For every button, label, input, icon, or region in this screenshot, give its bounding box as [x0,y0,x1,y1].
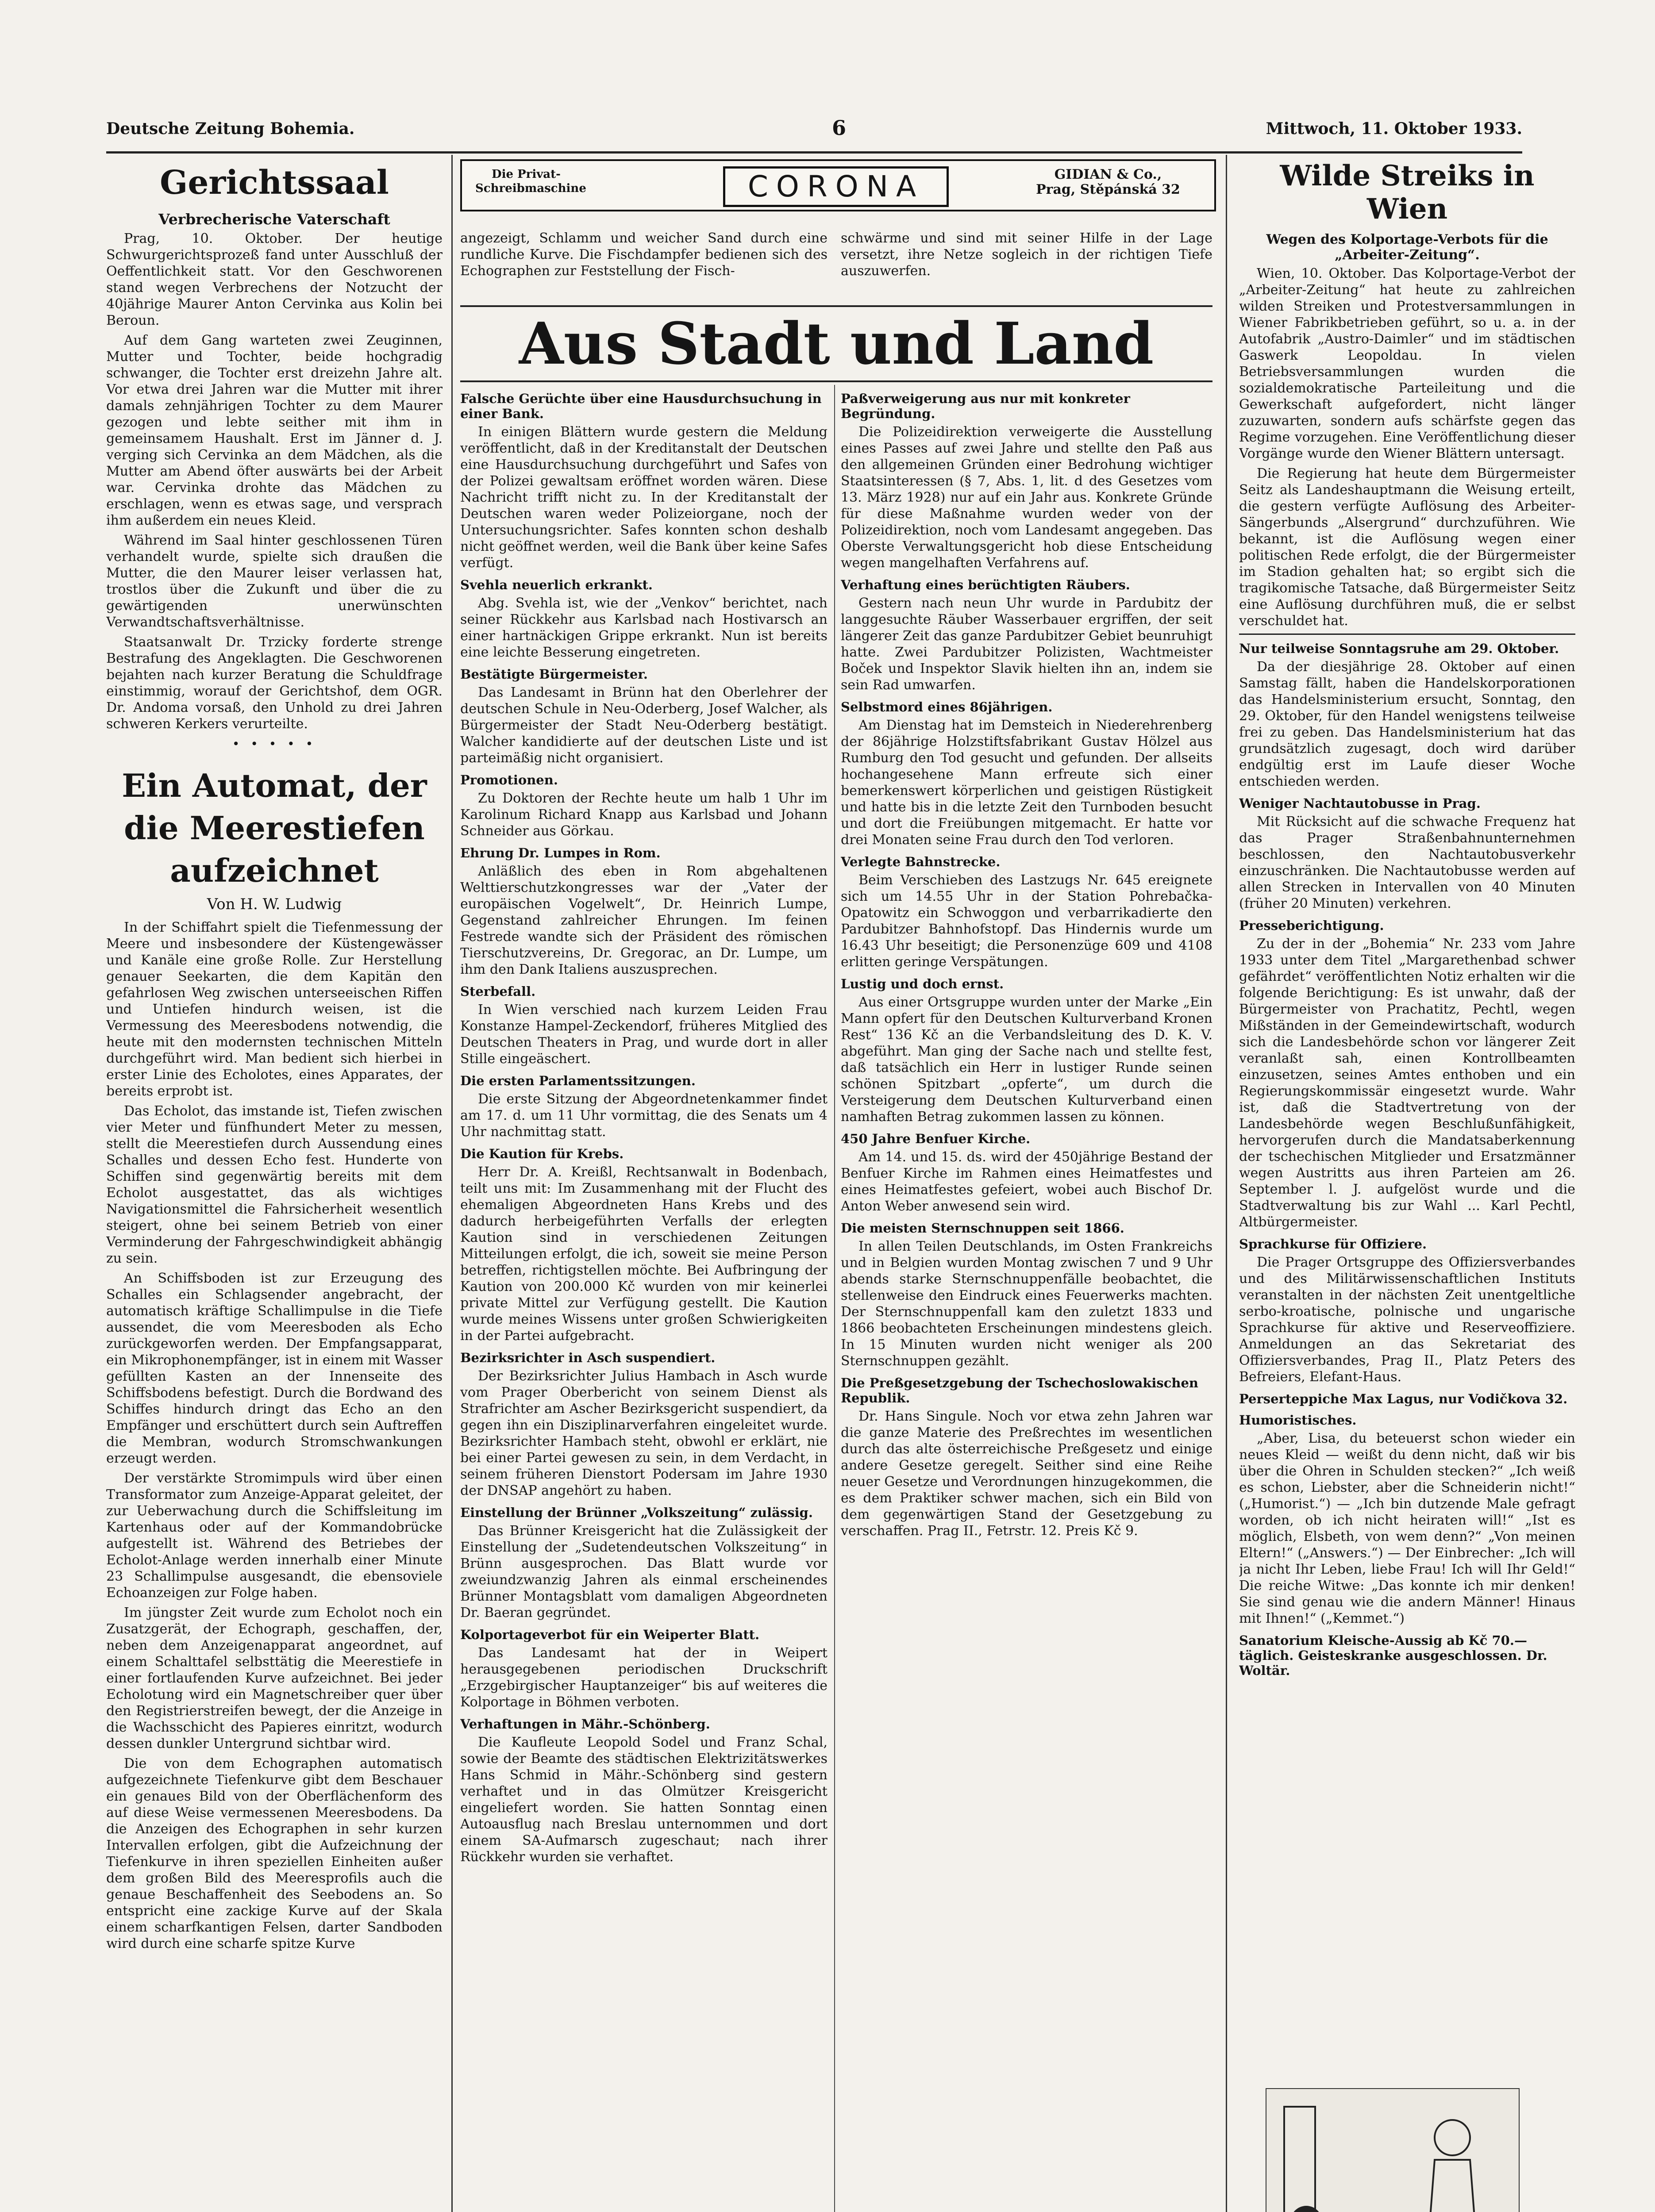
news-item-text: „Aber, Lisa, du beteuerst schon wieder ein neues Kleid — weißt du denn nicht, daß wir bis über die Ohren in Schulden stecken?“ „Ich weiß es schon, Liebster, aber die Schneiderin nicht!“ („Humorist.“) — „Ich bin dutzende Male gefragt worden, ob ich nicht heiraten will!“ „Ist es möglich, Elsbeth, von wem denn?“ „Von meinen Eltern!“ („Answers.“) — Der Einbrecher: „Ich will ja nicht Ihr Leben, liebe Frau! Ich will Ihr Geld!“ Die reiche Witwe: „Das konnte ich mir denken! Sie sind genau wie die andern Männer! Hinaus mit Ihnen!“ („Kemmet.“) [1239,1431,1575,1626]
news-item-heading: Die Kaution für Krebs. [460,1146,624,1161]
paragraph: Wien, 10. Oktober. Das Kolportage-Verbot der „Arbeiter-Zeitung“ hat heute zu zahlreichen wilden Streiken und Protestversammlungen in Wiener Fabrikbetrieben geführt, so u. a. in der Autofabrik „Austro-Daimler“ und im städtischen Gaswerk Leopoldau. In vielen Betriebsversammlungen wurden die sozialdemokratische Parteileitung und die Gewerkschaft aufgefordert, nicht länger zuzuwarten, sondern aufs schärfste gegen das Regime vorzugehen. Eine Veröffentlichung dieser Vorgänge wurde den Wiener Blättern untersagt. [1239,266,1575,461]
paragraph: Das Echolot, das imstande ist, Tiefen zwischen vier Meter und fünfhundert Meter zu messen, stellt die Meerestiefen durch Aussendung eines Schalles und dessen Echo fest. Hunderte von Schiffen sind gegenwärtig bereits mit dem Echolot ausgestattet, das als wichtiges Navigationsmittel die Fahrsicherheit wesentlich steigert, ohne bei seinem Betrieb von einer Verminderung der Fahrgeschwindigkeit abhängig zu sein. [106,1103,443,1266]
news-item-heading: Falsche Gerüchte über eine Hausdurchsuchung in einer Bank. [460,391,822,421]
news-item-heading: Ehrung Dr. Lumpes in Rom. [460,845,661,860]
news-item-text: Anläßlich des eben in Rom abgehaltenen Welttierschutzkongresses war der „Vater der europäischen Vogelwelt“, Dr. Heinrich Lumpe, Gegenstand zahlreicher Ehrungen. Im feinen Festrede wandte sich der Präsident des römischen Tierschutzvereins, Dr. Gregorac, an Dr. Lumpe, um ihm den Dank Italiens auszusprechen. [460,864,828,977]
news-item-text: Das Landesamt hat der in Weipert herausgegebenen periodischen Druckschrift „Erzgebirgischer Hauptanzeiger“ bis auf weiteres die Kolportage in Böhmen verboten. [460,1645,828,1710]
continuation-paragraph: angezeigt, Schlamm und weicher Sand durch eine rundliche Kurve. Die Fischdampfer bedienen sich des Echographen zur Feststellung der Fisch- [460,230,828,279]
section-rule [1239,634,1575,635]
article-body [106,230,443,732]
section-title-gerichtssaal: Gerichtssaal [160,164,389,202]
news-item-heading: Einstellung der Brünner „Volkszeitung“ zulässig. [460,1505,813,1520]
ad-text-left: Die Privat-Schreibmaschine [475,168,586,195]
news-item-heading: Weniger Nachtautobusse in Prag. [1239,796,1481,811]
article-title-wilde-streiks: Wilde Streiks in Wien [1280,159,1535,226]
ad-address: Prag, Stěpánská 32 [1036,182,1180,197]
news-item-heading: Sprachkurse für Offiziere. [1239,1237,1427,1252]
byline: Von H. W. Ludwig [207,895,342,913]
news-item-heading: Paßverweigerung aus nur mit konkreter Begründung. [841,391,1130,421]
cartoon-illustration [1266,2088,1520,2212]
news-item-heading: Presseberichtigung. [1239,918,1384,933]
news-item-heading: Verhaftungen in Mähr.-Schönberg. [460,1717,710,1732]
news-item-text: Gestern nach neun Uhr wurde in Pardubitz der langgesuchte Räuber Wasserbauer ergriffen, der seit längerer Zeit das ganze Pardubitzer Gebiet beunruhigt hatte. Zwei Pardubitzer Polizisten, Wachtmeister Boček und Inspektor Slavik hielten ihn an, indem sie sein Rad umwarfen. [841,595,1212,693]
news-item-text: In allen Teilen Deutschlands, im Osten Frankreichs und in Belgien wurden Montag zwischen 7 und 9 Uhr abends starke Sternschnuppenfälle beobachtet, die stellenweise den Eindruck eines Feuerwerks machten. Der Sternschnuppenfall kam den zuletzt 1833 und 1866 beobachteten Erscheinungen mindestens gleich. In 15 Minuten wurden nicht weniger als 200 Sternschnuppen gezählt. [841,1239,1212,1369]
news-item-text: Das Landesamt in Brünn hat den Oberlehrer der deutschen Schule in Neu-Oderberg, Josef Walcher, als Bürgermeister der Stadt Neu-Oderberg bestätigt. Walcher kandidierte auf der deutschen Liste und ist parteimäßig nicht organisiert. [460,685,828,766]
news-item-text: Aus einer Ortsgruppe wurden unter der Marke „Ein Mann opfert für den Deutschen Kulturverband Kronen Rest“ 136 Kč an die Verbandsleitung des D. K. V. abgeführt. Man ging der Sache nach und stellte fest, daß tatsächlich ein Herr in lustiger Runde seinen schönen Spitzbart „opferte“, um durch die Versteigerung dem Deutschen Kulturverband einen namhaften Betrag zukommen lassen zu können. [841,995,1212,1125]
news-item-text: Abg. Svehla ist, wie der „Venkov“ berichtet, nach seiner Rückkehr aus Karlsbad nach Hostivarsch an einer hartnäckigen Grippe erkrankt. Nun ist bereits eine leichte Besserung eingetreten. [460,595,828,660]
news-item-heading: Kolportageverbot für ein Weiperter Blatt. [460,1627,760,1642]
news-item-text: Zu Doktoren der Rechte heute um halb 1 Uhr im Karolinum Richard Knapp aus Karlsbad und Johann Schneider aus Görkau. [460,791,828,839]
news-item-heading: Perserteppiche Max Lagus, nur Vodičkova 32. [1239,1391,1568,1406]
paragraph: In der Schiffahrt spielt die Tiefenmessung der Meere und insbesondere der Küstengewässer und Kanäle eine große Rolle. Zur Herstellung genauer Seekarten, die dem Kapitän den gefahrlosen Weg zwischen unterseeischen Riffen und Untiefen hindurch weisen, ist die Vermessung des Meeresbodens notwendig, die heute mit den modernsten technischen Mitteln durchgeführt wird. Man bedient sich hierbei in erster Linie des Echolotes, eines Apparates, der bereits erprobt ist. [106,920,443,1099]
paragraph: Der verstärkte Stromimpuls wird über einen Transformator zum Anzeige-Apparat geleitet, der zur Ueberwachung durch die Schiffsleitung im Kartenhaus oder auf der Kommandobrücke aufgestellt ist. Während des Betriebes der Echolot-Anlage werden innerhalb einer Minute 23 Schallimpulse ausgesandt, die ebensoviele Echoanzeigen zur Folge haben. [106,1471,443,1601]
paragraph: Auf dem Gang warteten zwei Zeuginnen, Mutter und Tochter, beide hochgradig schwanger, die Tochter erst dreizehn Jahre alt. Vor etwa drei Jahren war die Mutter mit ihrer damals zehnjährigen Tochter zu dem Maurer gezogen und lebte seither mit ihm in gemeinsamem Haushalt. Erst im Jänner d. J. verging sich Cervinka an dem Mädchen, als die Mutter am Abend öfter auswärts bei der Arbeit war. Cervinka drohte das Mädchen zu erschlagen, wenn es etwas sage, und versprach ihm außerdem ein neues Kleid. [106,333,443,528]
news-item-text: Das Brünner Kreisgericht hat die Zulässigkeit der Einstellung der „Sudetendeutschen Volkszeitung“ in Brünn ausgesprochen. Das Blatt wurde vor zweiundzwanzig Jahren als einmal erscheinendes Brünner Montagsblatt vom damaligen Abgeordneten Dr. Baeran gegründet. [460,1523,828,1621]
section-rule [460,305,1212,307]
news-item-text: Die Prager Ortsgruppe des Offiziersverbandes und des Militärwissenschaftlichen Instituts veranstalten in der nächsten Zeit unentgeltliche serbo-kroatische, polnische und ungarische Sprachkurse für aktive und Reserveoffiziere. Anmeldungen an das Sekretariat des Offiziersverbandes, Prag II., Platz Peters des Befreiers, Elefant-Haus. [1239,1255,1575,1385]
news-item-heading: Lustig und doch ernst. [841,976,1004,991]
news-item-heading: Die meisten Sternschnuppen seit 1866. [841,1221,1124,1236]
article-body [106,919,443,1952]
article-body [1239,265,1575,629]
news-item-text: Die Polizeidirektion verweigerte die Ausstellung eines Passes auf zwei Jahre und stellte den Paß aus den allgemeinen Gründen einer Bedrohung wichtiger Staatsinteressen (§ 7, Abs. 1, lit. d des Gesetzes vom 13. März 1928) nur auf ein Jahr aus. Konkrete Gründe für diese Maßnahme wurden weder von der Polizeidirektion, noch vom Landesamt angegeben. Das Oberste Verwaltungsgericht hob diese Entscheidung wegen mangelhaften Verfahrens auf. [841,424,1212,571]
news-item-text: Die Kaufleute Leopold Sodel und Franz Schal, sowie der Beamte des städtischen Elektrizitätswerkes Hans Schmid in Mähr.-Schönberg sind gestern verhaftet und in das Olmützer Kreisgericht eingeliefert worden. Sie hatten Sonntag einen Autoausflug nach Breslau unternommen und dort einem SA-Aufmarsch zugeschaut; nach ihrer Rückkehr wurden sie verhaftet. [460,1735,828,1865]
ad-company: GIDIAN & Co., [1054,167,1162,182]
ad-text-right [1015,167,1201,197]
news-item-heading: Selbstmord eines 86jährigen. [841,699,1053,714]
paragraph: Staatsanwalt Dr. Trzicky forderte strenge Bestrafung des Angeklagten. Die Geschworenen bejahten nach kurzer Beratung die Schuldfrage einstimmig, worauf der Gerichtshof, dem OGR. Dr. Andoma vorsaß, den Unhold zu drei Jahren schweren Kerkers verurteilte. [106,634,443,732]
ad-brand: CORONA [723,166,949,207]
news-item-text: In einigen Blättern wurde gestern die Meldung veröffentlicht, daß in der Kreditanstalt der Deutschen eine Hausdurchsuchung durchgeführt und Safes von der Polizei gewaltsam eröffnet worden wären. Diese Nachricht trifft nicht zu. In der Kreditanstalt der Deutschen waren weder Polizeiorgane, noch der Untersuchungsrichter. Safes konnten schon deshalb nicht geöffnet werden, weil die Bank über keine Safes verfügt. [460,424,828,571]
right-column [1239,159,1575,2079]
news-item-text: Beim Verschieben des Lastzugs Nr. 645 ereignete sich um 14.55 Uhr in der Station Pohrebačka-Opatowitz ein Schwoggon und verbarrikadierte den Pardubitzer Bahnhofstopf. Das Hindernis wurde um 16.43 Uhr beseitigt; die Personenzüge 609 und 4108 erlitten geringe Verspätungen. [841,872,1212,970]
paragraph: Während im Saal hinter geschlossenen Türen verhandelt wurde, spielte sich draußen die Mutter, die den Maurer leiser verlassen hat, trostlos über die Zukunft und über die zu gewärtigenden unerwünschten Verwandtschaftsverhältnisse. [106,533,443,630]
continuation-text-b [841,230,1212,301]
news-item-heading: Nur teilweise Sonntagsruhe am 29. Oktober. [1239,641,1559,656]
article-heading: Verbrecherische Vaterschaft [158,211,390,228]
news-items [1239,641,1575,1678]
news-item-text: Dr. Hans Singule. Noch vor etwa zehn Jahren war die ganze Materie des Preßrechtes im wesentlichen durch das alte österreichische Preßgesetz und einige andere Gesetze geregelt. Seither sind eine Reihe neuer Gesetze und Verordnungen hinzugekommen, die es dem Praktiker schwer machen, sich ein Bild von dem gegenwärtigen Stand der Gesetzgebung zu verschaffen. Prag II., Fetrstr. 12. Preis Kč 9. [841,1409,1212,1539]
news-item-text: Am Dienstag hat im Demsteich in Niederehrenberg der 86jährige Holzstiftsfabrikant Gustav Hölzel aus Rumburg den Tod gesucht und gefunden. Der allseits hochangesehene Mann erfreute sich einer bemerkenswert körperlichen und geistigen Rüstigkeit und hatte bis in die letzte Zeit den Turnboden besucht und dort die Freiübungen mitgemacht. Er hatte vor drei Monaten seine Frau durch den Tod verloren. [841,718,1212,848]
news-item-heading: Promotionen. [460,772,558,787]
section-title-aus-stadt-und-land: Aus Stadt und Land [519,310,1154,377]
separator: • • • • • [232,737,317,751]
news-item-text: Die erste Sitzung der Abgeordnetenkammer findet am 17. d. um 11 Uhr vormittag, die des Senats um 4 Uhr nachmittag statt. [460,1091,828,1140]
news-item-heading: Sanatorium Kleische-Aussig ab Kč 70.— täglich. Geisteskranke ausgeschlossen. Dr. Woltär. [1239,1633,1547,1678]
news-item-text: Zu der in der „Bohemia“ Nr. 233 vom Jahre 1933 unter dem Titel „Margarethenbad schwer gefährdet“ veröffentlichten Notiz erhalten wir die folgende Berichtigung: Es ist unwahr, daß der Bürgermeister von Prachatitz, Pechtl, wegen Mißständen in der Gemeindewirtschaft, wodurch sich die Landesbehörde schon vor längerer Zeit veranlaßt sah, einen Kontrollbeamten einzusetzen, seines Amtes enthoben und ein Regierungskommissär eingesetzt wurde. Wahr ist, daß die Stadtvertretung von der Landesbehörde wegen Beschlußunfähigkeit, hervorgerufen durch die Mandatsaberkennung der tschechischen Mitglieder und Ersatzmänner wegen Austritts aus ihren Parteien am 26. September l. J. aufgelöst wurde und die Stadtverwaltung bis zur Wahl ... Karl Pechtl, Altbürgermeister. [1239,936,1575,1230]
header-rule [106,151,1522,154]
continuation-paragraph: schwärme und sind mit seiner Hilfe in der Lage versetzt, ihre Netze sogleich in der richtigen Tiefe auszuwerfen. [841,230,1212,279]
newspaper-name: Deutsche Zeitung Bohemia. [106,119,355,138]
news-item-text: Der Bezirksrichter Julius Hambach in Asch wurde vom Prager Oberbericht von seinem Dienst als Strafrichter am Ascher Bezirksgericht suspendiert, da gegen ihn ein Disziplinarverfahren eingeleitet wurde. Bezirksrichter Hambach steht, obwohl er erklärt, nie bei einer Partei gewesen zu sein, in dem Verdacht, in seinem früheren Dienstort Podersam im Jahre 1930 der DNSAP angehört zu haben. [460,1368,828,1498]
news-item-heading: Die ersten Parlamentssitzungen. [460,1073,696,1088]
column-divider [1226,155,1227,2212]
paragraph: Die Regierung hat heute dem Bürgermeister Seitz als Landeshauptmann die Weisung erteilt, die gestern verfügte Auflösung des Arbeiter-Sängerbunds „Alsergrund“ durchzuführen. Wie bekannt, ist die Auflösung wegen einer politischen Rede erfolgt, die der Bürgermeister im Stadion gehalten hat; so ergibt sich die tragikomische Tatsache, daß Bürgermeister Seitz eine Auflösung durchführen muß, die er selbst verschuldet hat. [1239,466,1575,629]
issue-date: Mittwoch, 11. Oktober 1933. [1266,119,1522,138]
section-rule [460,380,1212,382]
column-divider [834,385,835,2212]
news-item-heading: Verlegte Bahnstrecke. [841,854,1001,869]
news-item-text: Herr Dr. A. Kreißl, Rechtsanwalt in Bodenbach, teilt uns mit: Im Zusammenhang mit der Flucht des ehemaligen Abgeordneten Hans Krebs und des dadurch herbeigeführten Verfalls der erlegten Kaution sind in verschiedenen Zeitungen Mitteilungen erfolgt, die ich, soweit sie meine Person betreffen, richtigstellen möchte. Bei Aufbringung der Kaution von 200.000 Kč wurden von mir keinerlei private Mittel zur Verfügung gestellt. Die Kaution wurde meines Wissens unter großen Schwierigkeiten in der Partei aufgebracht. [460,1164,828,1344]
news-item-heading: 450 Jahre Benfuer Kirche. [841,1131,1031,1146]
news-item-heading: Sterbefall. [460,984,536,999]
cartoon-drawing [1266,2089,1519,2212]
news-item-heading: Verhaftung eines berüchtigten Räubers. [841,577,1130,592]
continuation-text-a [460,230,828,301]
paragraph: Die von dem Echographen automatisch aufgezeichnete Tiefenkurve gibt dem Beschauer ein genaues Bild von der Oberflächenform des auf diese Weise vermessenen Meeresbodens. Da die Anzeigen des Echographen in sehr kurzen Intervallen erfolgen, gibt die Aufzeichnung der Tiefenkurve in ihren speziellen Einheiten außer dem großen Bild des Meeresprofils auch die genaue Beschaffenheit des Seebodens an. So entspricht eine zackige Kurve auf der Skala einem scharfkantigen Felsen, darter Sandboden wird durch eine scharfe spitze Kurve [106,1756,443,1951]
news-item-heading: Svehla neuerlich erkrankt. [460,577,653,592]
paragraph: Prag, 10. Oktober. Der heutige Schwurgerichtsprozeß fand unter Ausschluß der Oeffentlichkeit statt. Vor den Geschworenen stand wegen Verbrechens der Notzucht der 40jährige Maurer Anton Cervinka aus Kolin bei Beroun. [106,231,443,328]
news-item-text: In Wien verschied nach kurzem Leiden Frau Konstanze Hampel-Zeckendorf, früheres Mitglied des Deutschen Theaters in Prag, und wurde dort in aller Stille eingeäschert. [460,1002,828,1067]
left-column [106,159,443,2212]
news-item-heading: Bezirksrichter in Asch suspendiert. [460,1350,716,1365]
news-item-text: Mit Rücksicht auf die schwache Frequenz hat das Prager Straßenbahnunternehmen beschlossen, den Nachtautobusverkehr einzuschränken. Die Nachtautobusse werden auf allen Strecken in Intervallen von 40 Minuten (früher 20 Minuten) verkehren. [1239,814,1575,911]
page-number: 6 [832,116,847,140]
news-item-heading: Bestätigte Bürgermeister. [460,667,648,682]
middle-column-2 [841,385,1212,2212]
column-divider [451,155,453,2212]
news-item-text: Da der diesjährige 28. Oktober auf einen Samstag fällt, haben die Handelskorporationen das Handelsministerium ersucht, Sonntag, den 29. Oktober, für den Handel wenigstens teilweise frei zu geben. Das Handelsministerium hat das grundsätzlich zugesagt, doch wird darüber endgültig erst im Laufe dieser Woche entschieden werden. [1239,659,1575,789]
article-title-automat: Ein Automat, der die Meerestiefen aufzeichnet [122,767,427,889]
paragraph: An Schiffsboden ist zur Erzeugung des Schalles ein Schlagsender angebracht, der automatisch kräftige Schallimpulse in die Tiefe aussendet, die vom Meeresboden als Echo zurückgeworfen werden. Der Empfangsapparat, ein Mikrophonempfänger, ist in einem mit Wasser gefüllten Kasten an der Innenseite des Schiffsbodens befestigt. Durch die Bordwand des Schiffes hindurch dringt das Echo an den Empfänger und erschüttert durch sein Auftreffen die Membran, wodurch Stromschwankungen erzeugt werden. [106,1271,443,1466]
news-item-text: Am 14. und 15. ds. wird der 450jährige Bestand der Benfuer Kirche im Rahmen eines Heimatfestes und eines Heimatfestes gefeiert, wobei auch Bischof Dr. Anton Weber anwesend sein wird. [841,1149,1212,1214]
paragraph: Im jüngster Zeit wurde zum Echolot noch ein Zusatzgerät, der Echograph, geschaffen, der, neben dem Anzeigenapparat angeordnet, auf einem Schalttafel selbsttätig die Meerestiefe in einer fortlaufenden Kurve aufzeichnet. Bei jeder Echolotung wird ein Magnetschreiber quer über den Registrierstreifen bewegt, der die Anzeige in die Wachsschicht des Papieres einritzt, wodurch dessen dunkler Untergrund sichtbar wird. [106,1605,443,1751]
news-item-heading: Die Preßgesetzgebung der Tschechoslowakischen Republik. [841,1375,1198,1406]
middle-column-1 [460,385,828,2212]
corona-advertisement [460,159,1216,211]
page-header [106,116,1655,146]
news-item-heading: Humoristisches. [1239,1413,1357,1428]
article-subtitle: Wegen des Kolportage-Verbots für die „Arbeiter-Zeitung“. [1266,232,1548,263]
